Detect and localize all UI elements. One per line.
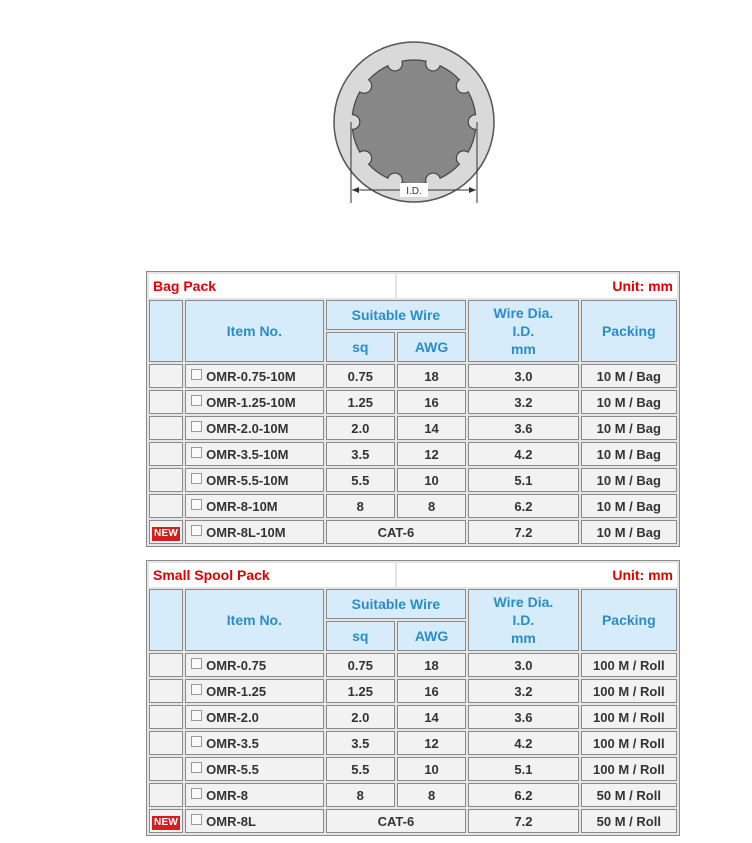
- item-number: OMR-2.0: [206, 709, 259, 725]
- header-suitable-wire: Suitable Wire: [326, 589, 467, 619]
- sq-cell: 1.25: [326, 390, 395, 414]
- table-title: Bag Pack: [149, 274, 395, 298]
- badge-cell: [149, 468, 183, 492]
- badge-cell: [149, 416, 183, 440]
- awg-cell: 14: [397, 705, 466, 729]
- header-item-no: Item No.: [185, 300, 324, 362]
- packing-cell: 50 M / Roll: [581, 809, 677, 833]
- wire-dia-cell: 3.2: [468, 679, 578, 703]
- wire-dia-cell: 4.2: [468, 442, 578, 466]
- bag-pack-table: [146, 271, 680, 547]
- packing-cell: 100 M / Roll: [581, 757, 677, 781]
- packing-cell: 10 M / Bag: [581, 364, 677, 388]
- awg-cell: 16: [397, 390, 466, 414]
- wire-dia-cell: 3.6: [468, 705, 578, 729]
- select-checkbox[interactable]: [191, 814, 202, 825]
- unit-label: Unit: mm: [397, 563, 677, 587]
- tube-bore: [352, 60, 475, 184]
- wire-dia-cell: 4.2: [468, 731, 578, 755]
- table-row: [149, 783, 677, 807]
- badge-cell: [149, 679, 183, 703]
- header-packing: Packing: [581, 300, 677, 362]
- select-checkbox[interactable]: [191, 736, 202, 747]
- badge-cell: [149, 731, 183, 755]
- badge-cell: [149, 705, 183, 729]
- badge-cell: [149, 809, 183, 833]
- new-badge: NEW: [153, 816, 179, 828]
- awg-cell: 12: [397, 731, 466, 755]
- sq-cell: 2.0: [326, 416, 395, 440]
- sq-cell: 1.25: [326, 679, 395, 703]
- unit-label: Unit: mm: [397, 274, 677, 298]
- header-wire-dia-line1: Wire Dia.: [493, 305, 554, 321]
- wire-dia-cell: 3.6: [468, 416, 578, 440]
- table-row: [149, 442, 677, 466]
- item-number: OMR-3.5: [206, 735, 259, 751]
- sq-cell: 5.5: [326, 757, 395, 781]
- select-checkbox[interactable]: [191, 762, 202, 773]
- suitable-wire-cell: CAT-6: [326, 520, 467, 544]
- badge-cell: [149, 364, 183, 388]
- table-row: [149, 468, 677, 492]
- header-blank: [149, 300, 183, 362]
- item-number: OMR-5.5: [206, 761, 259, 777]
- badge-cell: [149, 442, 183, 466]
- wire-dia-cell: 5.1: [468, 468, 578, 492]
- table-row: [149, 757, 677, 781]
- item-cell: [185, 520, 324, 544]
- item-number: OMR-8L-10M: [206, 524, 286, 540]
- item-number: OMR-5.5-10M: [206, 472, 289, 488]
- sq-cell: 0.75: [326, 364, 395, 388]
- select-checkbox[interactable]: [191, 369, 202, 380]
- awg-cell: 8: [397, 494, 466, 518]
- item-cell: [185, 390, 324, 414]
- select-checkbox[interactable]: [191, 684, 202, 695]
- header-wire-dia: [468, 589, 578, 651]
- awg-cell: 12: [397, 442, 466, 466]
- select-checkbox[interactable]: [191, 499, 202, 510]
- badge-cell: [149, 757, 183, 781]
- item-cell: [185, 468, 324, 492]
- table-row: [149, 520, 677, 544]
- select-checkbox[interactable]: [191, 658, 202, 669]
- header-awg: AWG: [397, 332, 466, 362]
- packing-cell: 10 M / Bag: [581, 494, 677, 518]
- header-blank: [149, 589, 183, 651]
- awg-cell: 10: [397, 757, 466, 781]
- badge-cell: [149, 390, 183, 414]
- badge-cell: [149, 783, 183, 807]
- header-wire-dia-line1: Wire Dia.: [493, 594, 554, 610]
- sq-cell: 3.5: [326, 442, 395, 466]
- item-number: OMR-1.25-10M: [206, 394, 296, 410]
- select-checkbox[interactable]: [191, 421, 202, 432]
- item-cell: [185, 442, 324, 466]
- sq-cell: 0.75: [326, 653, 395, 677]
- item-cell: [185, 809, 324, 833]
- header-wire-dia-line2: I.D.: [512, 612, 535, 628]
- packing-cell: 10 M / Bag: [581, 520, 677, 544]
- small-spool-pack-table: [146, 560, 680, 836]
- header-sq: sq: [326, 332, 395, 362]
- small-spool-pack-rows: [149, 653, 677, 833]
- packing-cell: 10 M / Bag: [581, 390, 677, 414]
- header-suitable-wire: Suitable Wire: [326, 300, 467, 330]
- suitable-wire-cell: CAT-6: [326, 809, 467, 833]
- wire-dia-cell: 6.2: [468, 494, 578, 518]
- inner-diameter-label: I.D.: [406, 186, 422, 197]
- select-checkbox[interactable]: [191, 710, 202, 721]
- tube-cross-section-diagram: [327, 40, 503, 208]
- wire-dia-cell: 3.0: [468, 653, 578, 677]
- item-number: OMR-0.75-10M: [206, 368, 296, 384]
- table-row: [149, 653, 677, 677]
- select-checkbox[interactable]: [191, 788, 202, 799]
- sq-cell: 8: [326, 494, 395, 518]
- item-cell: [185, 705, 324, 729]
- bag-pack-rows: [149, 364, 677, 544]
- awg-cell: 18: [397, 364, 466, 388]
- wire-dia-cell: 3.2: [468, 390, 578, 414]
- select-checkbox[interactable]: [191, 447, 202, 458]
- item-cell: [185, 364, 324, 388]
- wire-dia-cell: 3.0: [468, 364, 578, 388]
- item-cell: [185, 731, 324, 755]
- header-packing: Packing: [581, 589, 677, 651]
- packing-cell: 100 M / Roll: [581, 705, 677, 729]
- packing-cell: 100 M / Roll: [581, 731, 677, 755]
- select-checkbox[interactable]: [191, 525, 202, 536]
- table-row: [149, 731, 677, 755]
- awg-cell: 18: [397, 653, 466, 677]
- item-number: OMR-8L: [206, 813, 256, 829]
- table-row: [149, 390, 677, 414]
- item-cell: [185, 416, 324, 440]
- packing-cell: 10 M / Bag: [581, 442, 677, 466]
- table-row: [149, 494, 677, 518]
- header-awg: AWG: [397, 621, 466, 651]
- badge-cell: [149, 494, 183, 518]
- sq-cell: 2.0: [326, 705, 395, 729]
- packing-cell: 10 M / Bag: [581, 468, 677, 492]
- item-cell: [185, 494, 324, 518]
- awg-cell: 14: [397, 416, 466, 440]
- new-badge: NEW: [153, 527, 179, 539]
- sq-cell: 3.5: [326, 731, 395, 755]
- item-number: OMR-1.25: [206, 683, 267, 699]
- table-row: [149, 364, 677, 388]
- table-row: [149, 809, 677, 833]
- wire-dia-cell: 5.1: [468, 757, 578, 781]
- item-number: OMR-0.75: [206, 657, 267, 673]
- wire-dia-cell: 7.2: [468, 520, 578, 544]
- item-cell: [185, 679, 324, 703]
- item-number: OMR-3.5-10M: [206, 446, 289, 462]
- item-cell: [185, 653, 324, 677]
- sq-cell: 5.5: [326, 468, 395, 492]
- awg-cell: 16: [397, 679, 466, 703]
- select-checkbox[interactable]: [191, 395, 202, 406]
- header-wire-dia-line3: mm: [510, 341, 536, 357]
- wire-dia-cell: 7.2: [468, 809, 578, 833]
- select-checkbox[interactable]: [191, 473, 202, 484]
- awg-cell: 8: [397, 783, 466, 807]
- header-wire-dia-line3: mm: [510, 630, 536, 646]
- packing-cell: 100 M / Roll: [581, 653, 677, 677]
- header-wire-dia: [468, 300, 578, 362]
- item-cell: [185, 783, 324, 807]
- table-row: [149, 705, 677, 729]
- table-row: [149, 416, 677, 440]
- packing-cell: 50 M / Roll: [581, 783, 677, 807]
- awg-cell: 10: [397, 468, 466, 492]
- sq-cell: 8: [326, 783, 395, 807]
- item-number: OMR-2.0-10M: [206, 420, 289, 436]
- table-title: Small Spool Pack: [149, 563, 395, 587]
- badge-cell: [149, 520, 183, 544]
- item-number: OMR-8-10M: [206, 498, 278, 514]
- table-row: [149, 679, 677, 703]
- packing-cell: 10 M / Bag: [581, 416, 677, 440]
- header-item-no: Item No.: [185, 589, 324, 651]
- item-number: OMR-8: [206, 787, 249, 803]
- wire-dia-cell: 6.2: [468, 783, 578, 807]
- badge-cell: [149, 653, 183, 677]
- packing-cell: 100 M / Roll: [581, 679, 677, 703]
- item-cell: [185, 757, 324, 781]
- header-wire-dia-line2: I.D.: [512, 323, 535, 339]
- header-sq: sq: [326, 621, 395, 651]
